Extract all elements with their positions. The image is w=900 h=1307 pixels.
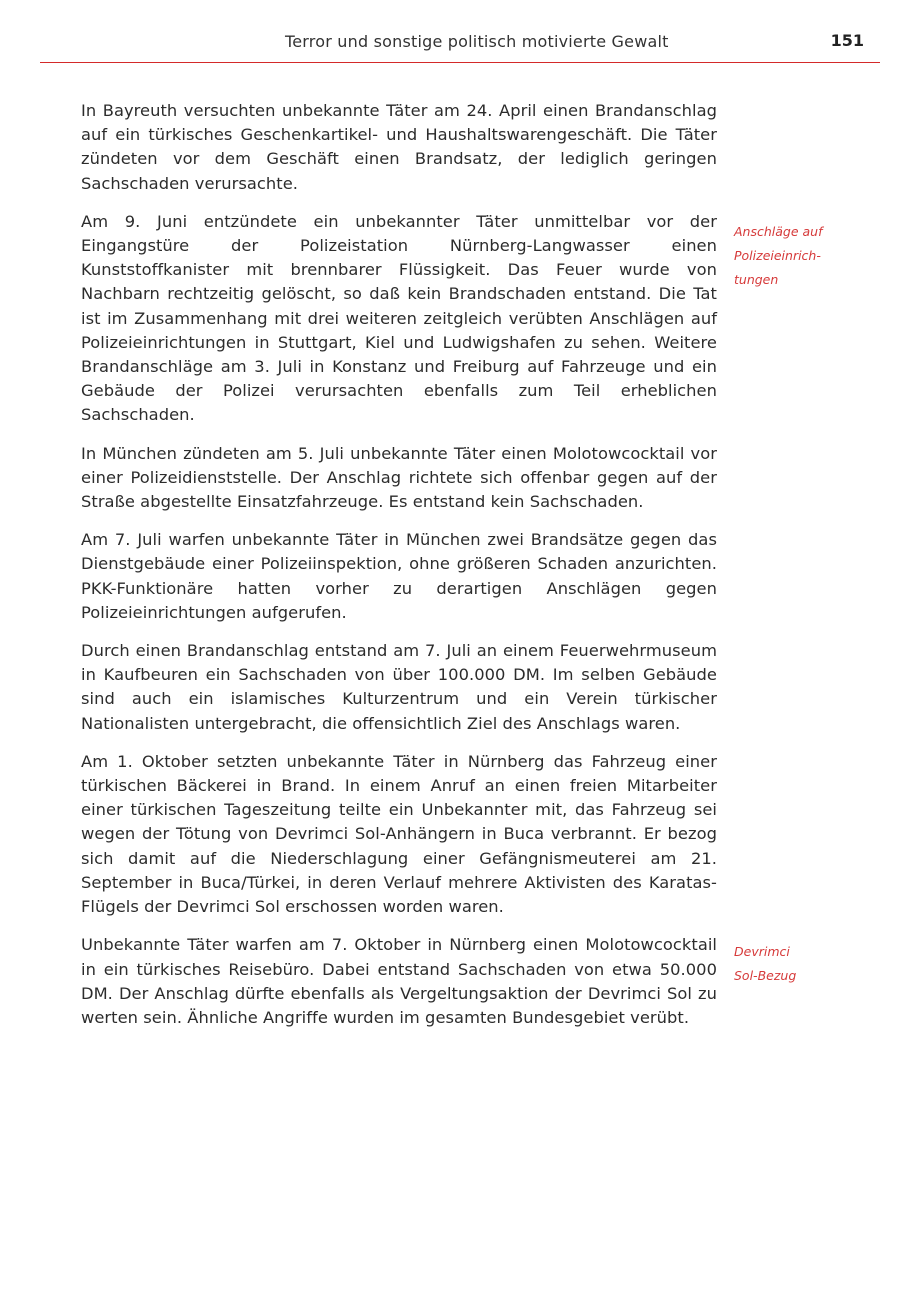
page-header	[40, 24, 880, 63]
running-title: Terror und sonstige politisch motivierte Gewalt	[285, 32, 669, 51]
paragraph-baeckerei: Am 1. Oktober setzten unbekannte Täter in Nürnberg das Fahrzeug einer türkischen Bäckerei in Brand. In einem Anruf an einen freien Mitarbeiter einer türkischen Tageszeitung teilte ein Unbekannter mit, das Fahrzeug sei wegen der Tötung von Devrimci Sol-Anhängern in Buca verbrannt. Er bezog sich damit auf die Niederschlagung einer Gefängnismeuterei am 21. September in Buca/Türkei, in deren Verlauf mehrere Aktivisten des Karatas-Flügels der Devrimci Sol erschossen worden waren.	[81, 751, 717, 917]
paragraph-muenchen-molotow: In München zündeten am 5. Juli unbekannte Täter einen Molotowcocktail vor einer Polizeidienststelle. Der Anschlag richtete sich offenbar gegen auf der Straße abgestellte Einsatzfahrzeuge. Es entstand kein Sachschaden.	[81, 443, 717, 512]
paragraph-reisebuero: Unbekannte Täter warfen am 7. Oktober in Nürnberg einen Molotowcocktail in ein türkisches Reisebüro. Dabei entstand Sachschaden von etwa 50.000 DM. Der Anschlag dürfte ebenfalls als Vergeltungsaktion der Devrimci Sol zu werten sein. Ähnliche Angriffe wurden im gesamten Bundesgebiet verübt.	[81, 935, 717, 1027]
paragraph-kaufbeuren: Durch einen Brandanschlag entstand am 7. Juli an einem Feuerwehrmuseum in Kaufbeuren ein Sachschaden von über 100.000 DM. Im selben Gebäude sind auch ein islamisches Kulturzentrum und ein Verein türkischer Nationalisten untergebracht, die offensichtlich Ziel des Anschlags waren.	[81, 641, 717, 733]
margin-note-line: Sol-Bezug	[734, 968, 797, 983]
margin-note-line: tungen	[734, 272, 779, 287]
paragraph-bayreuth: In Bayreuth versuchten unbekannte Täter am 24. April einen Brandanschlag auf ein türkisches Geschenkartikel- und Haushaltswarengeschäft. Die Täter zündeten vor dem Geschäft einen Brandsatz, der lediglich geringen Sachschaden verursachte.	[81, 101, 717, 193]
paragraph-muenchen-brandsaetze: Am 7. Juli warfen unbekannte Täter in München zwei Brandsätze gegen das Dienstgebäude einer Polizeiinspektion, ohne größeren Schaden anzurichten. PKK-Funktionäre hatten vorher zu derartigen Anschlägen gegen Polizeieinrichtungen aufgerufen.	[81, 530, 717, 622]
page-number: 151	[830, 31, 864, 50]
margin-note-anschlaege	[734, 220, 874, 292]
body-text	[81, 99, 717, 1044]
margin-note-line: Devrimci	[734, 944, 790, 959]
paragraph-nuernberg-langwasser: Am 9. Juni entzündete ein unbekannter Täter unmittelbar vor der Eingangstüre der Polizeistation Nürnberg-Langwasser einen Kunststoffkanister mit brennbarer Flüssigkeit. Das Feuer wurde von Nachbarn rechtzeitig gelöscht, so daß kein Brandschaden entstand. Die Tat ist im Zusammenhang mit drei weiteren zeitgleich verübten Anschlägen auf Polizeieinrichtungen in Stuttgart, Kiel und Ludwigshafen zu sehen. Weitere Brandanschläge am 3. Juli in Konstanz und Freiburg auf Fahrzeuge und ein Gebäude der Polizei verursachten ebenfalls zum Teil erheblichen Sachschaden.	[81, 211, 717, 425]
margin-note-devrimci	[734, 940, 874, 988]
margin-note-line: Polizeieinrich-	[734, 248, 821, 263]
margin-note-line: Anschläge auf	[734, 224, 823, 239]
